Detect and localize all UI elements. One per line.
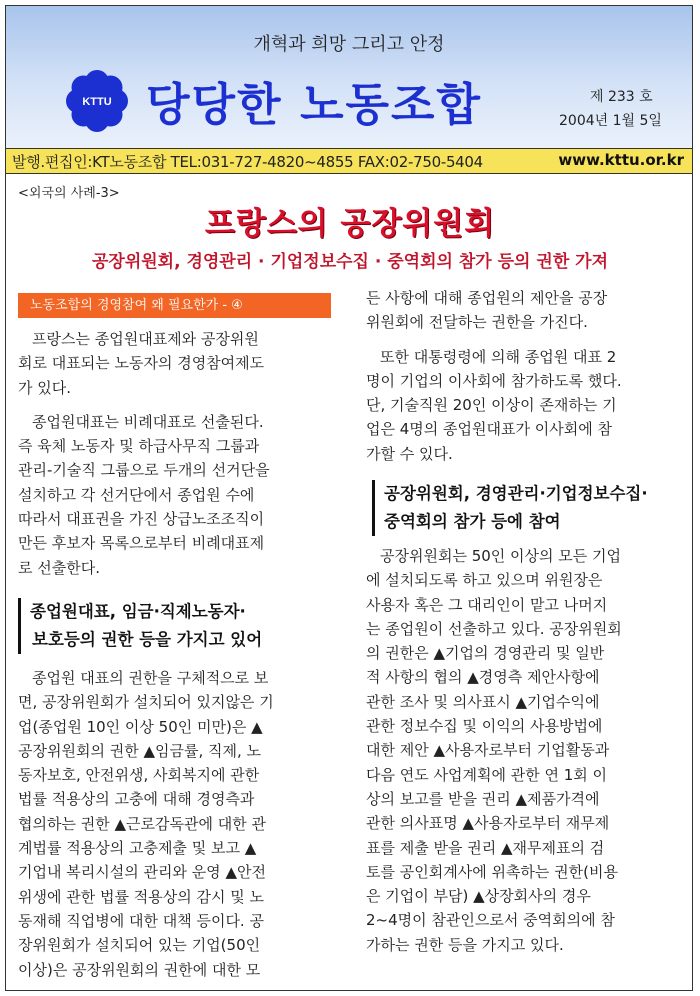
article-series: <외국의 사례-3> bbox=[18, 186, 120, 201]
paragraph-line: 관리-기술직 그룹으로 두개의 선거단을 bbox=[18, 461, 270, 480]
left-section-title bbox=[18, 598, 330, 654]
paragraph-line: 공장위원회는 50인 이상의 모든 기업 bbox=[380, 547, 622, 565]
publisher-bar bbox=[6, 148, 692, 174]
section-title-line: 공장위원회, 경영관리·기업정보수집· bbox=[384, 484, 648, 503]
right-column-intro bbox=[366, 286, 684, 466]
paragraph-line: 상의 보고를 받을 권리 ▲제품가격에 bbox=[366, 789, 600, 808]
paragraph-line: 만든 후보자 목록으로부터 비례대표제 bbox=[18, 534, 265, 553]
paragraph-line: 의 권한은 ▲기업의 경영관리 및 일반 bbox=[366, 644, 605, 663]
article-subheadline: 공장위원회, 경영관리 · 기업정보수집 · 중역회의 참가 등의 권한 가져 bbox=[91, 252, 609, 272]
paragraph-line: 토를 공인회계사에 위촉하는 권한(비용 bbox=[366, 862, 618, 881]
article-headline: 프랑스의 공장위원회 bbox=[204, 206, 496, 242]
paragraph-line: 적 사항의 협의 ▲경영측 제안사항에 bbox=[366, 668, 600, 687]
newsletter-title: 당당한 노동조합 bbox=[146, 78, 482, 131]
masthead bbox=[6, 6, 692, 148]
paragraph-line: 다음 연도 사업계획에 관한 연 1회 이 bbox=[366, 765, 608, 784]
paragraph-line: 동자보호, 안전위생, 사회복지에 관한 bbox=[18, 766, 260, 785]
paragraph-line: 가하는 권한 등을 가지고 있다. bbox=[366, 935, 564, 954]
paragraph-line: 에 설치되도록 하고 있으며 위원장은 bbox=[366, 571, 603, 590]
paragraph-line: 또한 대통령령에 의해 종업원 대표 2 bbox=[380, 347, 617, 366]
paragraph-line: 관한 조사 및 의사표시 ▲기업수익에 bbox=[366, 692, 600, 711]
paragraph-line: 면, 공장위원회가 설치되어 있지않은 기 bbox=[18, 693, 274, 712]
paragraph-line: 은 기업이 부담) ▲상장회사의 경우 bbox=[366, 887, 591, 906]
paragraph-line: 설치하고 각 선거단에서 종업원 수에 bbox=[18, 485, 255, 504]
paragraph-line: 이상)은 공장위원회의 권한에 대한 모 bbox=[18, 960, 261, 979]
website-link[interactable]: www.kttu.or.kr bbox=[558, 151, 684, 169]
paragraph-line: 공장위원회의 권한 ▲임금률, 직제, 노 bbox=[18, 741, 262, 760]
paragraph-line: 위원회에 전달하는 권한을 가진다. bbox=[366, 313, 588, 332]
section-title-line: 종업원대표, 임금·직제노동자· bbox=[30, 602, 246, 621]
logo-text: KTTU bbox=[82, 96, 112, 108]
paragraph-line: 명이 기업의 이사회에 참가하도록 했다. bbox=[366, 371, 622, 390]
paragraph-line: 표를 제출 받을 권리 ▲재무제표의 검 bbox=[366, 838, 605, 857]
paragraph-line: 가 있다. bbox=[18, 378, 72, 397]
paragraph-line: 는 종업원이 선출하고 있다. 공장위원회 bbox=[366, 619, 622, 638]
publisher-info: 발행.편집인:KT노동조합 TEL:031-727-4820~4855 FAX:02-750-5404 bbox=[12, 153, 483, 171]
section-title-line: 보호등의 권한 등을 가지고 있어 bbox=[32, 630, 263, 649]
kttu-logo bbox=[64, 68, 130, 134]
paragraph-line: 회로 대표되는 노동자의 경영참여제도 bbox=[18, 354, 265, 373]
paragraph-line: 기업내 복리시설의 관리와 운영 ▲안전 bbox=[18, 863, 266, 882]
series-tag: 노동조합의 경영참여 왜 필요한가 - ④ bbox=[18, 293, 331, 318]
paragraph-line: 로 선출한다. bbox=[18, 558, 100, 577]
paragraph-line: 계법률 적용상의 고충제출 및 보고 ▲ bbox=[18, 839, 257, 858]
paragraph-line: 업(종업원 10인 이상 50인 미만)은 ▲ bbox=[18, 717, 263, 736]
right-section-title bbox=[372, 480, 694, 536]
paragraph-line: 가할 수 있다. bbox=[366, 444, 453, 463]
issue-date: 2004년 1월 5일 bbox=[559, 113, 662, 129]
paragraph-line: 단, 기술직원 20인 이상이 존재하는 기 bbox=[366, 396, 617, 415]
paragraph-line: 협의하는 권한 ▲근로감독관에 대한 관 bbox=[18, 814, 266, 833]
paragraph-line: 장위원회가 설치되어 있는 기업(50인 bbox=[18, 936, 261, 955]
left-column-body bbox=[18, 666, 336, 982]
paragraph-line: 법률 적용상의 고충에 대해 경영측과 bbox=[18, 790, 255, 809]
paragraph-line: 대한 제안 ▲사용자로부터 기업활동과 bbox=[366, 741, 610, 760]
paragraph-line: 든 사항에 대해 종업원의 제안을 공장 bbox=[366, 289, 608, 307]
paragraph-line: 관한 의사표명 ▲사용자로부터 재무제 bbox=[366, 814, 610, 833]
issue-number: 제 233 호 bbox=[590, 89, 653, 105]
paragraph-line: 관한 정보수집 및 이익의 사용방법에 bbox=[366, 717, 603, 736]
paragraph-line: 업은 4명의 종업원대표가 이사회에 참 bbox=[366, 420, 612, 439]
paragraph-line: 사용자 혹은 그 대리인이 맡고 나머지 bbox=[366, 595, 608, 614]
paragraph-line: 종업원 대표의 권한을 구체적으로 보 bbox=[32, 669, 269, 687]
paragraph-line: 종업원대표는 비례대표로 선출된다. bbox=[32, 412, 264, 431]
section-title-line: 중역회의 참가 등에 참여 bbox=[384, 512, 561, 531]
paragraph-line: 따라서 대표권을 가진 상급노조조직이 bbox=[18, 510, 265, 529]
paragraph-line: 즉 육체 노동자 및 하급사무직 그룹과 bbox=[18, 437, 260, 456]
masthead-slogan: 개혁과 희망 그리고 안정 bbox=[253, 34, 445, 55]
left-column-intro bbox=[18, 327, 336, 580]
paragraph-line: 위생에 관한 법률 적용상의 감시 및 노 bbox=[18, 887, 264, 906]
paragraph-line: 동재해 직업병에 대한 대책 등이다. 공 bbox=[18, 911, 264, 930]
paragraph-line: 프랑스는 종업원대표제와 공장위원 bbox=[32, 330, 259, 348]
right-column-body bbox=[366, 544, 684, 957]
paragraph-line: 2~4명이 참관인으로서 중역회의에 참 bbox=[366, 911, 615, 930]
